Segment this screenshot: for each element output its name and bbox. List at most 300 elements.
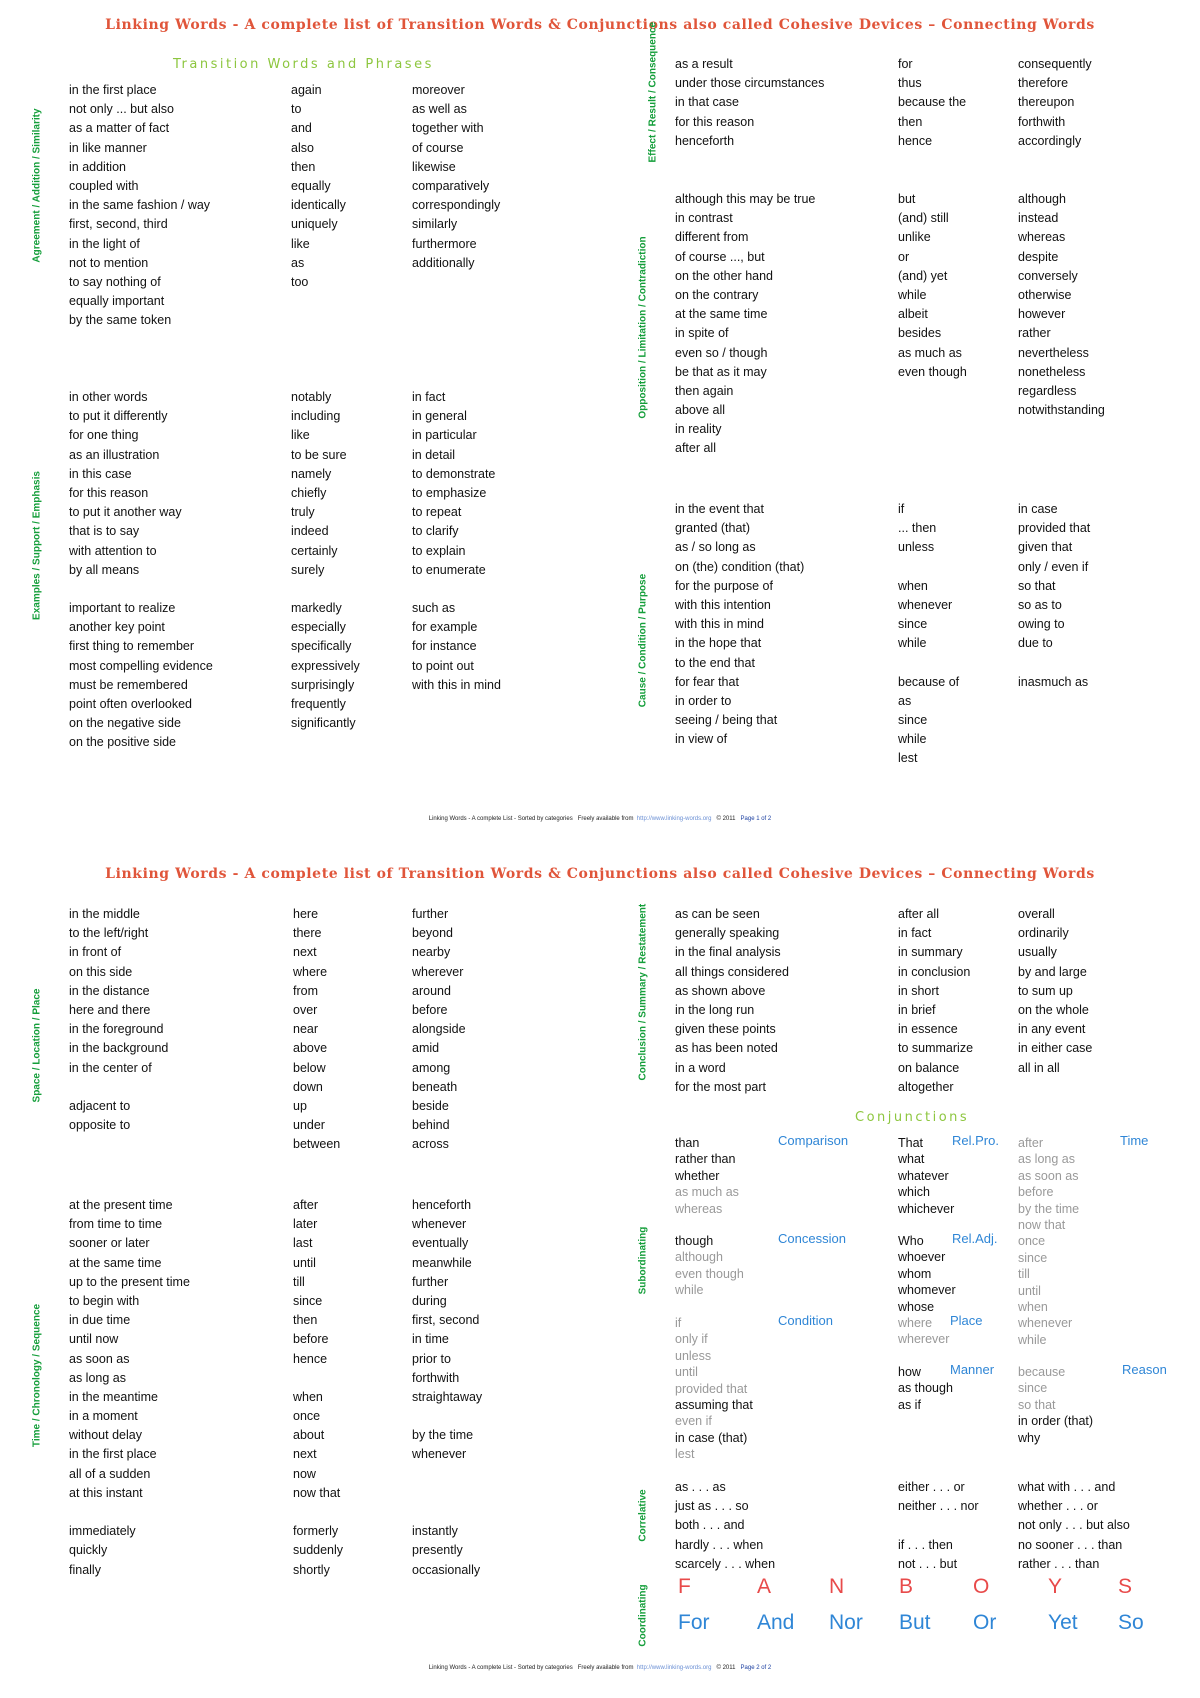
list-item: to be sure (291, 447, 347, 462)
list-item: up (293, 1098, 307, 1113)
list-item: no sooner . . . than (1018, 1537, 1123, 1552)
list-item: must be remembered (69, 677, 188, 692)
list-item: what with . . . and (1018, 1480, 1116, 1494)
conjunction-item: once (1018, 1234, 1046, 1249)
list-item: in that case (675, 95, 739, 110)
list-item: now (293, 1466, 316, 1481)
footer-page-number: Page 1 of 2 (740, 816, 772, 822)
list-item: then (291, 159, 316, 174)
list-item: to clarify (412, 524, 459, 539)
list-item: in front of (69, 945, 122, 960)
list-item: on the negative side (69, 716, 181, 731)
time-col3 (412, 1196, 482, 1580)
list-item: additionally (412, 255, 475, 270)
page1-title: Linking Words - A complete list of Transition Words & Conjunctions also called Cohesive Devices – Connecting Words (105, 17, 1095, 33)
list-item: with this intention (675, 597, 771, 612)
fanboys-letter: B (899, 1575, 914, 1598)
list-item: in the first place (69, 1447, 157, 1462)
conjunction-item: as soon as (1018, 1168, 1079, 1183)
condition-list (675, 1315, 753, 1463)
list-item: thereupon (1018, 95, 1075, 110)
list-item: notwithstanding (1018, 403, 1105, 418)
list-item: in like manner (69, 140, 147, 155)
list-item (412, 1465, 482, 1484)
page1-footer (0, 816, 1200, 822)
conjunction-item: whether (675, 1168, 720, 1183)
list-item: in the first place (69, 83, 157, 97)
list-item: but (898, 192, 916, 206)
conjunction-item: as if (898, 1397, 921, 1412)
list-item: as long as (69, 1370, 126, 1385)
list-item: whenever (412, 1217, 467, 1232)
list-item: on the contrary (675, 287, 759, 302)
list-item: that is to say (69, 524, 140, 539)
list-item: on the whole (1018, 1002, 1089, 1017)
list-item: accordingly (1018, 133, 1082, 148)
list-item: in short (898, 983, 939, 998)
conjunction-item: as long as (1018, 1152, 1075, 1167)
list-item: in time (412, 1332, 449, 1347)
fanboys-letter: O (973, 1575, 990, 1598)
agreement-col2 (291, 81, 346, 292)
list-item: in particular (412, 428, 477, 443)
effect-col1 (675, 55, 824, 151)
correlative-col2 (898, 1478, 979, 1574)
manner-list (898, 1364, 953, 1413)
list-item: till (293, 1274, 305, 1289)
list-item: in spite of (675, 326, 729, 341)
category-label-agreement: Agreement / Addition / Similarity (31, 108, 43, 263)
list-item: beneath (412, 1079, 458, 1094)
fanboys-word: For (678, 1611, 710, 1634)
list-item: since (898, 713, 928, 728)
conjunction-item: after (1018, 1136, 1044, 1150)
fanboys-letter: Y (1048, 1575, 1063, 1598)
conjunction-item: That (898, 1136, 924, 1150)
list-item: henceforth (412, 1198, 472, 1212)
list-item: whenever (412, 1447, 467, 1462)
list-item: between (293, 1137, 341, 1152)
list-item: like (291, 428, 310, 443)
conjunction-item: what (898, 1152, 925, 1167)
list-item: as can be seen (675, 907, 760, 921)
list-item: in the hope that (675, 636, 762, 651)
list-item: next (293, 945, 317, 960)
list-item: to say nothing of (69, 274, 161, 289)
space-col1 (69, 905, 168, 1135)
conjunction-item: whomever (898, 1283, 956, 1298)
fanboys-letter: A (757, 1575, 772, 1598)
list-item: further (412, 907, 449, 921)
list-item (69, 1078, 168, 1097)
list-item (293, 1503, 343, 1522)
fanboys-word: Nor (829, 1611, 863, 1634)
list-item: especially (291, 620, 346, 635)
list-item: at the same time (69, 1255, 162, 1270)
list-item: beyond (412, 926, 454, 941)
list-item: beside (412, 1098, 449, 1113)
list-item: indeed (291, 524, 329, 539)
list-item: not . . . but (898, 1556, 958, 1571)
list-item: despite (1018, 249, 1059, 264)
footer-link[interactable]: http://www.linking-words.org (636, 816, 712, 822)
list-item: until now (69, 1332, 119, 1347)
list-item: without delay (69, 1428, 142, 1443)
list-item: instead (1018, 211, 1059, 226)
list-item: for fear that (675, 674, 739, 689)
list-item: to summarize (898, 1041, 974, 1056)
list-item: similarly (412, 217, 458, 232)
list-item: albeit (898, 307, 928, 322)
conjunction-item: while (1018, 1332, 1047, 1347)
space-col3 (412, 905, 466, 1154)
list-item: generally speaking (675, 926, 780, 941)
list-item: in other words (69, 390, 148, 404)
list-item: from (293, 983, 318, 998)
list-item: ordinarily (1018, 926, 1069, 941)
list-item: before (293, 1332, 329, 1347)
list-item: to demonstrate (412, 466, 496, 481)
list-item: equally (291, 178, 331, 193)
conjunction-item: now that (1018, 1217, 1066, 1232)
conclusion-col1 (675, 905, 789, 1097)
list-item: for one thing (69, 428, 139, 443)
list-item: such as (412, 601, 456, 616)
list-item: be that as it may (675, 364, 767, 379)
list-item: amid (412, 1041, 440, 1056)
list-item: while (898, 636, 927, 651)
list-item: also (291, 140, 314, 155)
footer-link[interactable]: http://www.linking-words.org (636, 1665, 712, 1671)
list-item: prior to (412, 1351, 451, 1366)
list-item: usually (1018, 945, 1057, 960)
fanboys-word: But (899, 1611, 931, 1634)
list-item: not only . . . but also (1018, 1518, 1130, 1533)
list-item: in this case (69, 466, 132, 481)
list-item: whenever (898, 597, 953, 612)
list-item: adjacent to (69, 1098, 131, 1113)
category-label-subordinating: Subordinating (637, 1226, 649, 1295)
list-item: above (293, 1041, 328, 1056)
list-item: both . . . and (675, 1518, 745, 1533)
category-label-time: Time / Chronology / Sequence (31, 1303, 43, 1448)
list-item: as a matter of fact (69, 121, 170, 136)
list-item (412, 1503, 482, 1522)
list-item: in the middle (69, 907, 140, 921)
list-item: all of a sudden (69, 1466, 151, 1481)
list-item: besides (898, 326, 942, 341)
reladj-list (898, 1233, 956, 1315)
list-item: equally important (69, 294, 165, 309)
conjunction-item: since (1018, 1250, 1048, 1265)
list-item: important to realize (69, 601, 176, 616)
list-item: to enumerate (412, 562, 486, 577)
list-item: for the purpose of (675, 578, 773, 593)
list-item: above all (675, 403, 726, 418)
list-item: with this in mind (412, 677, 501, 692)
list-item: in the foreground (69, 1022, 164, 1037)
list-item (412, 1484, 482, 1503)
list-item: again (291, 83, 322, 97)
list-item: in any event (1018, 1022, 1086, 1037)
list-item: namely (291, 466, 332, 481)
list-item: or (898, 249, 910, 264)
list-item: too (291, 274, 309, 289)
list-item: under (293, 1118, 325, 1133)
list-item: sooner or later (69, 1236, 150, 1251)
conjunction-item: until (1018, 1283, 1041, 1298)
list-item: as (898, 693, 912, 708)
footer-text: Freely available from (577, 1665, 634, 1671)
list-item: in the light of (69, 236, 140, 251)
list-item: for this reason (69, 485, 149, 500)
list-item: uniquely (291, 217, 338, 232)
list-item: nonetheless (1018, 364, 1086, 379)
list-item: finally (69, 1562, 101, 1577)
time-conj-list (1018, 1135, 1079, 1348)
list-item: nearby (412, 945, 451, 960)
list-item: first, second, third (69, 217, 168, 232)
list-item: in the center of (69, 1060, 152, 1075)
list-item: nevertheless (1018, 345, 1089, 360)
list-item: about (293, 1428, 325, 1443)
list-item: overall (1018, 907, 1055, 921)
list-item: as a result (675, 57, 733, 71)
list-item: first thing to remember (69, 639, 195, 654)
list-item: in due time (69, 1313, 131, 1328)
category-label-effect: Effect / Result / Consequence (647, 21, 659, 163)
opposition-col1 (675, 190, 815, 459)
list-item: only / even if (1018, 559, 1089, 574)
list-item: neither . . . nor (898, 1499, 979, 1514)
list-item: in case (1018, 502, 1058, 516)
list-item: consequently (1018, 57, 1092, 71)
list-item: including (291, 409, 341, 424)
list-item: for (898, 57, 913, 71)
list-item: as an illustration (69, 447, 160, 462)
list-item: in general (412, 409, 467, 424)
list-item: then (898, 114, 923, 129)
list-item: as (291, 255, 305, 270)
list-item (412, 1407, 482, 1426)
list-item: for instance (412, 639, 477, 654)
conjunction-item: in order (that) (1018, 1414, 1094, 1429)
fanboys-letter: S (1118, 1575, 1133, 1598)
list-item: in view of (675, 732, 728, 747)
conjunction-item: till (1018, 1267, 1030, 1282)
list-item: straightaway (412, 1389, 483, 1404)
list-item: therefore (1018, 76, 1069, 91)
list-item: from time to time (69, 1217, 163, 1232)
list-item: as has been noted (675, 1041, 778, 1056)
list-item: to sum up (1018, 983, 1073, 998)
list-item: by the same token (69, 313, 172, 328)
cause-col3 (1018, 500, 1090, 692)
list-item: so as to (1018, 597, 1062, 612)
list-item: now that (293, 1485, 341, 1500)
list-item: although (1018, 192, 1066, 206)
list-item: of course (412, 140, 464, 155)
list-item: markedly (291, 601, 342, 616)
list-item: all in all (1018, 1060, 1060, 1075)
list-item: presently (412, 1543, 463, 1558)
list-item: regardless (1018, 383, 1077, 398)
conjunction-item: by the time (1018, 1201, 1080, 1216)
list-item: down (293, 1079, 323, 1094)
list-item: given these points (675, 1022, 776, 1037)
list-item: by all means (69, 562, 140, 577)
list-item: in the same fashion / way (69, 198, 211, 213)
conjunction-item: unless (675, 1348, 712, 1363)
effect-col3 (1018, 55, 1092, 151)
list-item: until (293, 1255, 316, 1270)
conjunction-item: even if (675, 1414, 712, 1429)
list-item: as well as (412, 102, 467, 117)
list-item: if . . . then (898, 1537, 953, 1552)
list-item: of course ..., but (675, 249, 765, 264)
list-item: moreover (412, 83, 465, 97)
list-item: either . . . or (898, 1480, 965, 1494)
opposition-col2 (898, 190, 967, 382)
footer-copyright: © 2011 (716, 1665, 736, 1671)
list-item: after all (675, 441, 716, 456)
conjunction-item: if (675, 1316, 682, 1330)
conclusion-col2 (898, 905, 973, 1097)
list-item: for this reason (675, 114, 755, 129)
list-item: ... then (898, 521, 937, 536)
list-item: just as . . . so (675, 1499, 749, 1514)
conjunction-item: assuming that (675, 1397, 753, 1412)
list-item: as shown above (675, 983, 766, 998)
list-item: on the positive side (69, 735, 177, 750)
agreement-col1 (69, 81, 210, 330)
list-item: when (293, 1389, 323, 1404)
list-item: different from (675, 230, 749, 245)
list-item: last (293, 1236, 313, 1251)
conjunction-item: Who (898, 1234, 924, 1248)
category-label-space: Space / Location / Place (31, 988, 43, 1103)
time-col2 (293, 1196, 343, 1580)
list-item: in brief (898, 1002, 936, 1017)
examples-col2 (291, 388, 360, 733)
list-item: by the time (412, 1428, 474, 1443)
fanboys-letter: F (678, 1575, 691, 1598)
list-item: expressively (291, 658, 360, 673)
list-item: during (412, 1293, 447, 1308)
list-item: comparatively (412, 178, 490, 193)
list-item: notably (291, 390, 332, 404)
list-item: seeing / being that (675, 713, 778, 728)
list-item: correspondingly (412, 198, 501, 213)
list-item: as . . . as (675, 1480, 726, 1494)
list-item: after all (898, 907, 939, 921)
list-item: once (293, 1409, 321, 1424)
list-item: truly (291, 505, 315, 520)
list-item: under those circumstances (675, 76, 825, 91)
examples-col3 (412, 388, 501, 695)
list-item: meanwhile (412, 1255, 472, 1270)
category-label-examples: Examples / Support / Emphasis (31, 471, 43, 620)
conjunction-item: rather than (675, 1152, 736, 1167)
list-item: there (293, 926, 322, 941)
list-item: for the most part (675, 1079, 767, 1094)
agreement-col3 (412, 81, 500, 273)
conjunctions-heading: Conjunctions (855, 1110, 970, 1125)
list-item: in addition (69, 159, 126, 174)
list-item (898, 654, 959, 673)
list-item: then again (675, 383, 734, 398)
conjunction-item: even though (675, 1266, 744, 1281)
list-item: certainly (291, 543, 338, 558)
list-item: so that (1018, 578, 1056, 593)
place-list (898, 1315, 949, 1348)
list-item: shortly (293, 1562, 330, 1577)
list-item: immediately (69, 1524, 136, 1539)
conjunction-item: whereas (675, 1201, 723, 1216)
list-item: for example (412, 620, 478, 635)
list-item: forthwith (1018, 114, 1066, 129)
list-item: with attention to (69, 543, 157, 558)
list-item: on the other hand (675, 268, 773, 283)
list-item: scarcely . . . when (675, 1556, 776, 1571)
list-item: here and there (69, 1002, 151, 1017)
list-item (1018, 654, 1090, 673)
list-item: as / so long as (675, 540, 756, 555)
list-item (412, 580, 501, 599)
list-item: suddenly (293, 1543, 344, 1558)
list-item: up to the present time (69, 1274, 190, 1289)
list-item: in a word (675, 1060, 726, 1075)
list-item: lest (898, 751, 918, 766)
list-item: in the background (69, 1041, 169, 1056)
list-item: at the present time (69, 1198, 173, 1212)
list-item: to explain (412, 543, 466, 558)
list-item: because the (898, 95, 967, 110)
list-item: together with (412, 121, 484, 136)
list-item: across (412, 1137, 449, 1152)
list-item: after (293, 1198, 319, 1212)
conjunction-item: so that (1018, 1397, 1056, 1412)
footer-page-number: Page 2 of 2 (740, 1665, 772, 1671)
list-item: in fact (412, 390, 446, 404)
list-item: not to mention (69, 255, 149, 270)
conjunction-item: provided that (675, 1381, 748, 1396)
list-item: identically (291, 198, 346, 213)
list-item: owing to (1018, 617, 1065, 632)
examples-col1 (69, 388, 213, 753)
conjunction-item: whom (898, 1266, 932, 1281)
list-item: in either case (1018, 1041, 1093, 1056)
list-item: surely (291, 562, 325, 577)
list-item: provided that (1018, 521, 1091, 536)
list-item: hence (293, 1351, 328, 1366)
conjunction-item: lest (675, 1447, 695, 1462)
list-item: instantly (412, 1524, 458, 1539)
conjunction-item: only if (675, 1332, 708, 1347)
list-item: in the distance (69, 983, 150, 998)
relpro-list (898, 1135, 954, 1217)
list-item: in reality (675, 422, 722, 437)
list-item: hardly . . . when (675, 1537, 764, 1552)
list-item: first, second (412, 1313, 480, 1328)
list-item: unless (898, 540, 935, 555)
list-item: another key point (69, 620, 165, 635)
cause-col1 (675, 500, 804, 749)
list-item: in the long run (675, 1002, 755, 1017)
list-item: at this instant (69, 1485, 143, 1500)
category-label-correlative: Correlative (637, 1489, 649, 1542)
correlative-col3 (1018, 1478, 1130, 1574)
